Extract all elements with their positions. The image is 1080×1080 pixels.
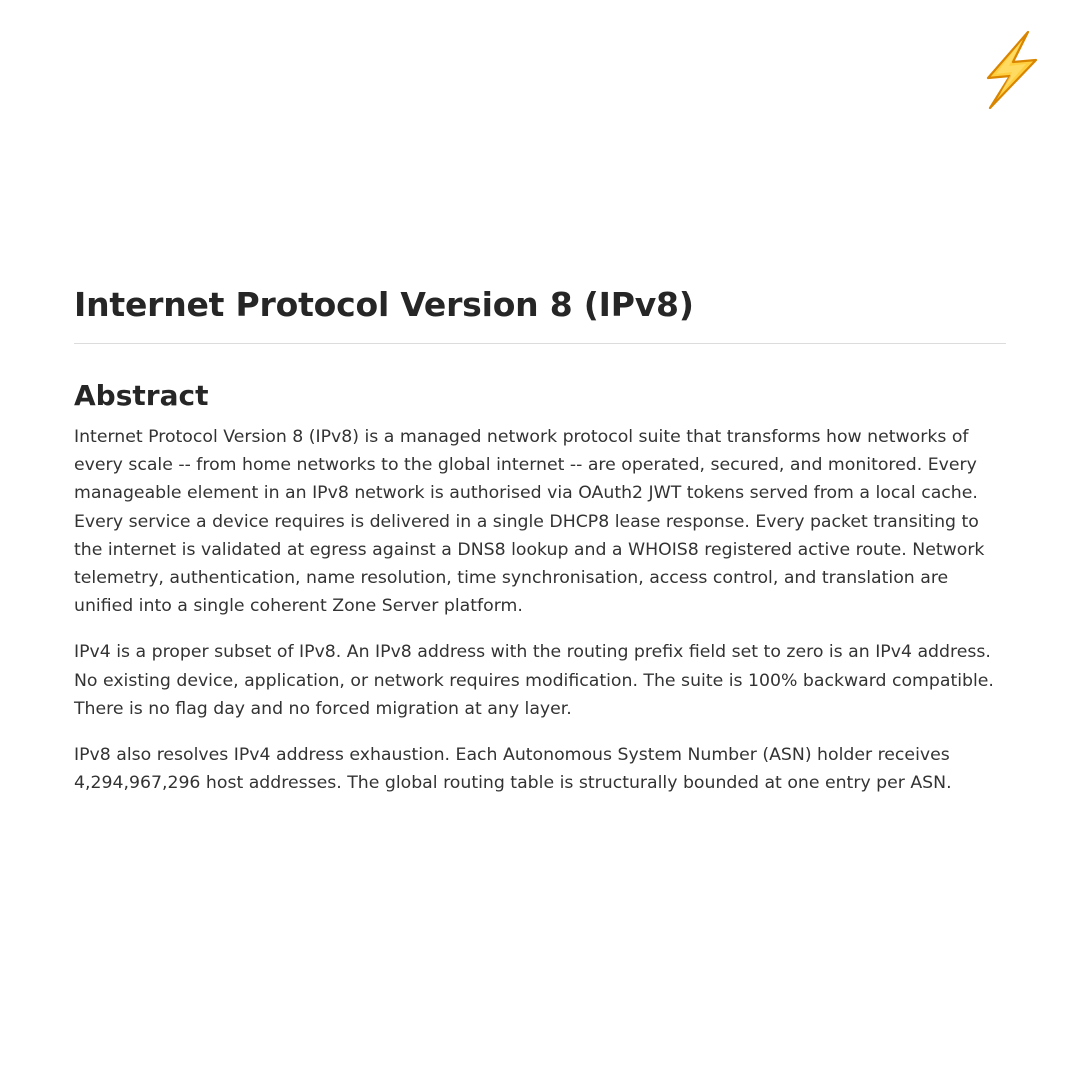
abstract-paragraph-3: IPv8 also resolves IPv4 address exhaustion. Each Autonomous System Number (ASN) holder receives 4,294,967,296 host addresses. The global routing table is structurally bounded at one entry per ASN. [74, 745, 952, 794]
section-heading-abstract: Abstract [74, 379, 209, 412]
abstract-paragraph-2: IPv4 is a proper subset of IPv8. An IPv8 address with the routing prefix field set to zero is an IPv4 address. No existing device, application, or network requires modification. The suite is 100% backward compatible. There is no flag day and no forced migration at any layer. [74, 642, 994, 719]
document-body [74, 282, 1006, 797]
title-divider [74, 343, 1006, 344]
abstract-paragraph-1: Internet Protocol Version 8 (IPv8) is a managed network protocol suite that transforms how networks of every scale -- from home networks to the global internet -- are operated, secured, and monitored. Every manageable element in an IPv8 network is authorised via OAuth2 JWT tokens served from a local cache. Every service a device requires is delivered in a single DHCP8 lease response. Every packet transiting to the internet is validated at egress against a DNS8 lookup and a WHOIS8 registered active route. Network telemetry, authentication, name resolution, time synchronisation, access control, and translation are unified into a single coherent Zone Server platform. [74, 427, 985, 617]
document-title: Internet Protocol Version 8 (IPv8) [74, 285, 694, 324]
lightning-bolt-icon [982, 30, 1040, 110]
